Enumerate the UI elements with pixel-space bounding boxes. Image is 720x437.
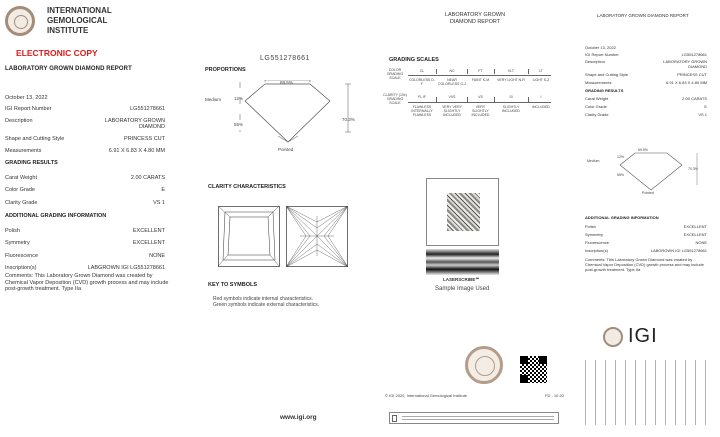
igi-logo bbox=[603, 325, 658, 348]
disclaimer-box bbox=[389, 412, 559, 424]
clarity-title: CLARITY CHARACTERISTICS bbox=[208, 184, 286, 190]
field-report-number: IGI Report Number LG551278661 bbox=[5, 106, 165, 112]
diamond-photo bbox=[426, 178, 499, 246]
panel4-title: LABORATORY GROWN DIAMOND REPORT bbox=[597, 13, 689, 18]
igi-seal-icon bbox=[603, 327, 623, 347]
proportions-panel bbox=[200, 0, 375, 437]
diamond-image bbox=[447, 193, 480, 231]
field-inscription: Inscription(s) LABGROWN IGI LG551278661 bbox=[5, 265, 165, 271]
qr-code[interactable] bbox=[520, 356, 547, 383]
field-color: Color Grade E bbox=[5, 187, 165, 193]
table-pct: 69.5% bbox=[280, 80, 293, 85]
field-description: Description LABORATORY GROWN DIAMOND bbox=[5, 118, 165, 130]
color-scale-line bbox=[408, 75, 551, 76]
field-carat: Carat Weight 2.00 CARATS bbox=[5, 175, 165, 181]
field-measurements: Measurements 6.91 X 6.83 X 4.80 MM bbox=[5, 148, 165, 154]
clarity-plot-pavilion bbox=[286, 206, 348, 267]
grading-scales-title: GRADING SCALES bbox=[389, 57, 439, 63]
girdle-label: Medium bbox=[205, 97, 222, 102]
grading-scales-panel: LABORATORY GROWN DIAMOND REPORT GRADING SCALES COLOR GRADING SCALE CL COLORLESS D-F NC NEAR COLORLESS G-J FT FAINT K-M VLT VERY LIGHT N-R LT LIGHT S-Z CLARITY (10x) GRADING SCALE FL IF FLAWLESS INTERNALLY FLAWLESS VVS VERY VERY SLIGHTLY INCLUDED VS VERY SLIGHTLY INCLUDED SI SLIGHTLY INCLUDED I INCLUDED LASERSCRIBE℠ Sample Image Used © IGI 2020, International Gemological Institute FD - 10.20 bbox=[375, 0, 575, 437]
pavilion-pct: 55% bbox=[234, 122, 244, 127]
laserscribe-label: LASERSCRIBE℠ bbox=[443, 277, 480, 282]
proportions-diagram bbox=[200, 80, 375, 150]
report-date-small: October 13, 2022 bbox=[585, 45, 616, 50]
field-polish: Polish EXCELLENT bbox=[5, 228, 165, 234]
proportions-title: PROPORTIONS bbox=[205, 67, 246, 73]
field-symmetry: Symmetry EXCELLENT bbox=[5, 240, 165, 246]
copyright: © IGI 2020, International Gemological Institute bbox=[385, 393, 468, 398]
grading-results-title: GRADING RESULTS bbox=[5, 160, 58, 166]
org-name: INTERNATIONAL GEMOLOGICAL INSTITUTE bbox=[47, 6, 112, 35]
proportions-diagram-small bbox=[585, 150, 710, 195]
igi-seal-icon bbox=[5, 6, 35, 36]
panel3-title: LABORATORY GROWN DIAMOND REPORT bbox=[444, 12, 506, 25]
crown-pct: 12% bbox=[234, 96, 244, 101]
document-icon bbox=[392, 415, 397, 422]
disclaimer-text bbox=[402, 416, 554, 421]
igi-header bbox=[5, 6, 137, 36]
electronic-copy-label: ELECTRONIC COPY bbox=[16, 48, 98, 58]
igi-logo-text: IGI bbox=[628, 325, 658, 347]
sample-image-note: Sample Image Used bbox=[435, 286, 490, 292]
report-title: LABORATORY GROWN DIAMOND REPORT bbox=[5, 66, 132, 72]
color-scale-label: COLOR GRADING SCALE bbox=[386, 68, 404, 80]
key-text: Red symbols indicate internal characteristics. Green symbols indicate external characteristics. bbox=[213, 296, 320, 308]
culet-label: Pointed bbox=[278, 147, 294, 152]
depth-pct: 70.3% bbox=[342, 117, 355, 122]
summary-card-panel: LABORATORY GROWN DIAMOND REPORT October 13, 2022 IGI Report Number LG551278661 Description LABORATORY GROWN DIAMOND Shape and Cutting Style PRINCESS CUT Measurements 6.91 X 6.83 X 4.80 MM GRADING RESULTS Carat Weight 2.00 CARATS Color Grade E Clarity Grade VS 1 69.5% 12% 55% 70.3% Medium Pointed ADDITIONAL GRADING INFORMATION Polish EXCELLENT Symmetry EXCELLENT Fluorescence NONE Inscription(s) LABGROWN IGI LG551278661 Comments: This Laboratory Grown Diamond was created by Chemical Vapor Deposition (CVD) growth process and may include post-growth treatment. Type IIa IGI bbox=[575, 0, 720, 437]
rotated-summary-text bbox=[585, 360, 710, 425]
field-shape: Shape and Cutting Style PRINCESS CUT bbox=[5, 136, 165, 142]
report-summary-panel bbox=[0, 0, 200, 437]
additional-info-title: ADDITIONAL GRADING INFORMATION bbox=[5, 213, 107, 219]
laserscribe-image bbox=[426, 249, 499, 275]
form-number: FD - 10.20 bbox=[545, 393, 564, 398]
key-title: KEY TO SYMBOLS bbox=[208, 282, 258, 288]
comments: Comments: This Laboratory Grown Diamond was created by Chemical Vapor Deposition (CVD) growth process and may include post-growth treatment. Type IIa bbox=[5, 273, 169, 292]
clarity-scale-line bbox=[408, 102, 551, 103]
clarity-plot-crown bbox=[218, 206, 280, 267]
report-number-header: LG551278661 bbox=[260, 55, 310, 62]
field-fluorescence: Fluorescence NONE bbox=[5, 253, 165, 259]
igi-seal-icon bbox=[465, 346, 503, 384]
comments-small: Comments: This Laboratory Grown Diamond was created by Chemical Vapor Deposition (CVD) growth process and may include post-growth treatment. Type IIa bbox=[585, 257, 704, 272]
report-date: October 13, 2022 bbox=[5, 95, 48, 101]
field-clarity: Clarity Grade VS 1 bbox=[5, 200, 165, 206]
clarity-scale-label: CLARITY (10x) GRADING SCALE bbox=[383, 93, 407, 105]
website-link[interactable]: www.igi.org bbox=[280, 414, 317, 421]
